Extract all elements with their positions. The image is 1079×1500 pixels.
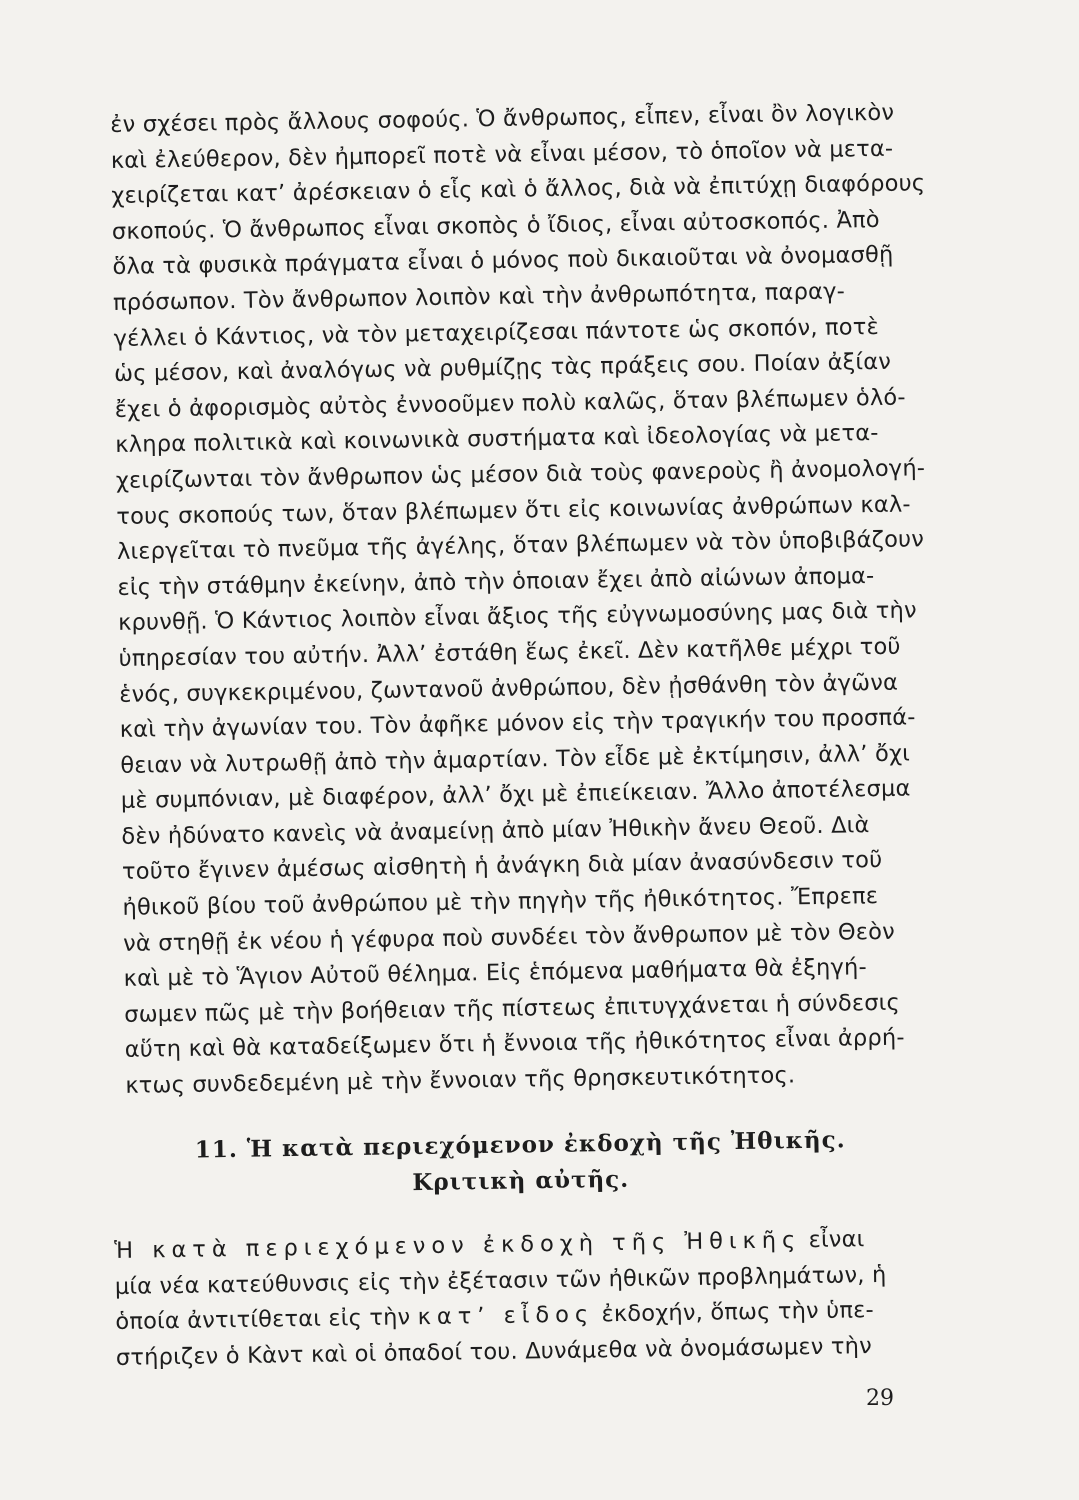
body-line: ἑνός, συγκεκριμένου, ζωντανοῦ ἀνθρώπου, δὲν ᾐσθάνθη τὸν ἀγῶνα bbox=[119, 669, 899, 708]
body-line: χειρίζωνται τὸν ἄνθρωπον ὡς μέσον διὰ τοὺς φανεροὺς ἢ ἀνομολογή- bbox=[115, 455, 926, 494]
body-line: ὅλα τὰ φυσικὰ πράγματα εἶναι ὁ μόνος ποὺ δικαιοῦται νὰ ὀνομασθῇ bbox=[112, 242, 894, 281]
body-line: λιεργεῖται τὸ πνεῦμα τῆς ἀγέλης, ὅταν βλέπωμεν νὰ τὸν ὑποβιβάζουν bbox=[116, 526, 925, 566]
body-line: δὲν ἠδύνατο κανεὶς νὰ ἀναμείνῃ ἀπὸ μίαν Ἠθικὴν ἄνευ Θεοῦ. Διὰ bbox=[121, 812, 870, 850]
body-line: γέλλει ὁ Κάντιος, νὰ τὸν μεταχειρίζεσαι πάντοτε ὡς σκοπόν, ποτὲ bbox=[113, 313, 880, 352]
section-heading-line-1: 11. Ἡ κατὰ περιεχόμενον ἐκδοχὴ τῆς Ἠθικῆς. bbox=[194, 1126, 846, 1164]
body-line: θειαν νὰ λυτρωθῇ ἀπὸ τὴν ἁμαρτίαν. Τὸν εἶδε μὲ ἐκτίμησιν, ἀλλ’ ὄχι bbox=[120, 740, 911, 779]
section-line-2: μία νέα κατεύθυνσις εἰς τὴν ἐξέτασιν τῶν ἠθικῶν προβλημάτων, ἡ bbox=[114, 1261, 887, 1300]
body-line: ἐν σχέσει πρὸς ἄλλους σοφούς. Ὁ ἄνθρωπος, εἶπεν, εἶναι ὂν λογικὸν bbox=[110, 99, 895, 138]
body-line: κληρα πολιτικὰ καὶ κοινωνικὰ συστήματα καὶ ἰδεολογίας νὰ μετα- bbox=[115, 420, 879, 459]
body-line: μὲ συμπόνιαν, μὲ διαφέρον, ἀλλ’ ὄχι μὲ ἐπιείκειαν. Ἄλλο ἀποτέλεσμα bbox=[120, 775, 911, 815]
body-paragraph bbox=[110, 95, 934, 1104]
section-line-4: στήριζεν ὁ Κὰντ καὶ οἱ ὀπαδοί του. Δυνάμεθα νὰ ὀνομάσωμεν τὴν bbox=[115, 1332, 873, 1371]
body-line: ὡς μέσον, καὶ ἀναλόγως νὰ ρυθμίζῃς τὰς πράξεις σου. Ποίαν ἀξίαν bbox=[113, 348, 892, 388]
body-line: τους σκοπούς των, ὅταν βλέπωμεν ὅτι εἰς κοινωνίας ἀνθρώπων καλ- bbox=[116, 491, 911, 530]
section-heading bbox=[100, 1121, 941, 1206]
body-line: τοῦτο ἔγινεν ἀμέσως αἰσθητὴ ἡ ἀνάγκη διὰ μίαν ἀνασύνδεσιν τοῦ bbox=[121, 847, 883, 886]
section-heading-line-2: Κριτικὴ αὐτῆς. bbox=[412, 1165, 630, 1197]
body-line: χειρίζεται κατ’ ἀρέσκειαν ὁ εἷς καὶ ὁ ἄλλος, διὰ νὰ ἐπιτύχῃ διαφόρους bbox=[111, 170, 926, 210]
spaced-term: Ἡ κατὰ περιεχόμενον ἐκδοχὴ τῆς Ἠθικῆς bbox=[114, 1227, 802, 1264]
page-number: 29 bbox=[866, 1386, 894, 1411]
body-line: ἠθικοῦ βίου τοῦ ἀνθρώπου μὲ τὴν πηγὴν τῆς ἠθικότητος. Ἔπρεπε bbox=[122, 883, 879, 921]
spaced-term-kat-eidos: κατ’ εἶδος bbox=[417, 1301, 595, 1331]
body-line: καὶ τὴν ἀγωνίαν του. Τὸν ἀφῆκε μόνον εἰς τὴν τραγικήν του προσπά- bbox=[119, 704, 916, 744]
body-line: σωμεν πῶς μὲ τὴν βοήθειαν τῆς πίστεως ἐπιτυγχάνεται ἡ σύνδεσις bbox=[124, 989, 901, 1028]
body-line: καὶ ἐλεύθερον, δὲν ἠμπορεῖ ποτὲ νὰ εἶναι μέσον, τὸ ὁποῖον νὰ μετα- bbox=[110, 135, 894, 174]
body-line: κτως συνδεδεμένη μὲ τὴν ἔννοιαν τῆς θρησκευτικότητος. bbox=[125, 1062, 796, 1099]
body-line: καὶ μὲ τὸ Ἅγιον Αὐτοῦ θέλημα. Εἰς ἑπόμενα μαθήματα θὰ ἐξηγή- bbox=[123, 954, 868, 993]
body-line: αὕτη καὶ θὰ καταδείξωμεν ὅτι ἡ ἔννοια τῆς ἠθικότητος εἶναι ἀρρή- bbox=[124, 1025, 905, 1064]
section-paragraph bbox=[114, 1221, 924, 1376]
body-line: κρυνθῇ. Ὁ Κάντιος λοιπὸν εἶναι ἄξιος τῆς εὐγνωμοσύνης μας διὰ τὴν bbox=[117, 597, 917, 637]
body-line: ὑπηρεσίαν του αὐτήν. Ἀλλ’ ἐστάθη ἕως ἐκεῖ. Δὲν κατῆλθε μέχρι τοῦ bbox=[118, 633, 901, 672]
body-line: νὰ στηθῇ ἐκ νέου ἡ γέφυρα ποὺ συνδέει τὸν ἄνθρωπον μὲ τὸν Θεὸν bbox=[122, 918, 896, 957]
section-line-3-start: ὁποία ἀντιτίθεται εἰς τὴν bbox=[115, 1304, 418, 1336]
section-line-1-rest: εἶναι bbox=[801, 1226, 865, 1254]
body-line: εἰς τὴν στάθμην ἐκείνην, ἀπὸ τὴν ὁποιαν ἔχει ἀπὸ αἰώνων ἀπομα- bbox=[117, 562, 875, 601]
section-line-3-end: ἐκδοχήν, ὅπως τὴν ὑπε- bbox=[593, 1297, 875, 1328]
body-line: σκοπούς. Ὁ ἄνθρωπος εἶναι σκοπὸς ὁ ἴδιος, εἶναι αὐτοσκοπός. Ἀπὸ bbox=[111, 206, 880, 245]
body-line: πρόσωπον. Τὸν ἄνθρωπον λοιπὸν καὶ τὴν ἀνθρωπότητα, παραγ- bbox=[112, 278, 846, 316]
body-line: ἔχει ὁ ἀφορισμὸς αὐτὸς ἐννοοῦμεν πολὺ καλῶς, ὅταν βλέπωμεν ὁλό- bbox=[114, 384, 906, 423]
